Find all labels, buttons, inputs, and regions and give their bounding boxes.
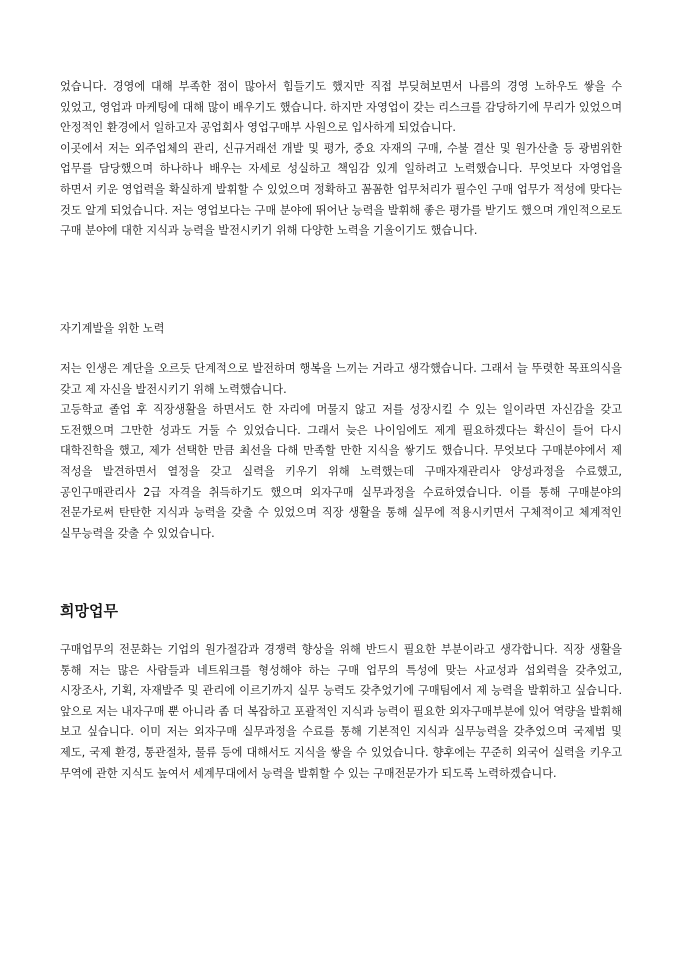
self-development-heading: 자기계발을 위한 노력	[60, 322, 165, 335]
self-development-block	[60, 359, 622, 544]
intro-block	[60, 77, 622, 242]
self-development-paragraph-1: 저는 인생은 계단을 오르듯 단계적으로 발전하며 행복을 느끼는 거라고 생각했습니다. 그래서 늘 뚜렷한 목표의식을 갖고 제 자신을 발전시키기 위해 노력했습니다.	[60, 362, 622, 396]
intro-paragraph-2: 이곳에서 저는 외주업체의 관리, 신규거래선 개발 및 평가, 중요 자재의 구매, 수불 결산 및 원가산출 등 광범위한 업무를 담당했으며 하나하나 배우는 자세로 성실하고 책임감 있게 일하려고 노력했습니다. 무엇보다 자영업을 하면서 키운 영업력을 확실하게 발휘할 수 있었으며 정확하고 꼼꼼한 업무처리가 필수인 구매 업무가 적성에 맞다는 것도 알게 되었습니다. 저는 영업보다는 구매 분야에 뛰어난 능력을 발휘해 좋은 평가를 받기도 했으며 개인적으로도 구매 분야에 대한 지식과 능력을 발전시키기 위해 다양한 노력을 기울이기도 했습니다.	[60, 141, 622, 238]
desired-work-paragraph-1: 구매업무의 전문화는 기업의 원가절감과 경쟁력 향상을 위해 반드시 필요한 부분이라고 생각합니다. 직장 생활을 통해 저는 많은 사람들과 네트워크를 형성해야 하는 구매 업무의 특성에 맞는 사교성과 섭외력을 갖추었고, 시장조사, 기획, 자재발주 및 관리에 이르기까지 실무 능력도 갖추었기에 구매팀에서 제 능력을 발휘하고 싶습니다. 앞으로 저는 내자구매 뿐 아니라 좀 더 복잡하고 포괄적인 지식과 능력이 필요한 외자구매부분에 있어 역량을 발휘해 보고 싶습니다. 이미 저는 외자구매 실무과정을 수료를 통해 기본적인 지식과 실무능력을 갖추었으며 국제법 및 제도, 국제 환경, 통관절차, 물류 등에 대해서도 지식을 쌓을 수 있었습니다. 향후에는 꾸준히 외국어 실력을 키우고 무역에 관한 지식도 높여서 세계무대에서 능력을 발휘할 수 있는 구매전문가가 되도록 노력하겠습니다.	[60, 643, 622, 780]
desired-work-block	[60, 640, 622, 784]
document-page	[60, 77, 622, 780]
intro-paragraph-1: 었습니다. 경영에 대해 부족한 점이 많아서 힘들기도 했지만 직접 부딪혀보면서 나름의 경영 노하우도 쌓을 수 있었고, 영업과 마케팅에 대해 많이 배우기도 했습니다. 하지만 자영업이 갖는 리스크를 감당하기에 무리가 있었으며 안정적인 환경에서 일하고자 공업회사 영업구매부 사원으로 입사하게 되었습니다.	[60, 80, 622, 135]
desired-work-heading: 희망업무	[60, 602, 118, 620]
self-development-paragraph-2: 고등학교 졸업 후 직장생활을 하면서도 한 자리에 머물지 않고 저를 성장시킬 수 있는 일이라면 자신감을 갖고 도전했으며 그만한 성과도 거둘 수 있었습니다. 그래서 늦은 나이임에도 제게 필요하겠다는 확신이 들어 다시 대학진학을 했고, 제가 선택한 만큼 최선을 다해 만족할 만한 지식을 쌓기도 했습니다. 무엇보다 구매분야에서 제 적성을 발견하면서 열정을 갖고 실력을 키우기 위해 노력했는데 구매자재관리사 양성과정을 수료했고, 공인구매관리사 2급 자격을 취득하기도 했으며 외자구매 실무과정을 수료하였습니다. 이를 통해 구매분야의 전문가로써 탄탄한 지식과 능력을 갖출 수 있었으며 직장 생활을 통해 실무에 적용시키면서 구체적이고 체계적인 실무능력을 갖출 수 있었습니다.	[60, 403, 622, 540]
